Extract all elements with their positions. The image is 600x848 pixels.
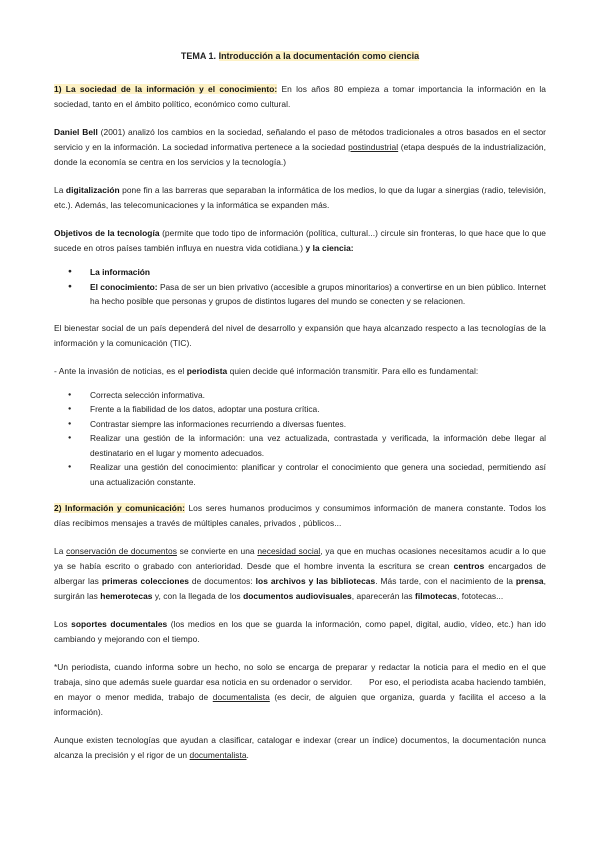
- paragraph-text: quien decide qué información transmitir. Para ello es fundamental:: [227, 365, 479, 376]
- paragraph-text: El bienestar social de un país dependerá del nivel de desarrollo y expansión que haya alcanzado respecto a las tecnologías de la información y la comunicación (TIC).: [54, 322, 546, 348]
- bold-text: soportes documentales: [71, 619, 168, 629]
- paragraph-informacion-comunicacion: [54, 501, 546, 531]
- paragraph-text: - Ante la invasión de noticias, es el: [54, 365, 187, 376]
- paragraph-text: (los medios en los que se guarda la información, como papel, digital, audio, vídeo, etc.) han ido cambiando y mejorando con el tiempo.: [54, 619, 547, 644]
- paragraph-sociedad-informacion: [54, 82, 546, 112]
- bold-text: La información: [90, 267, 151, 277]
- paragraph-text: , surgirán las: [54, 576, 547, 601]
- objectives-list: [54, 265, 546, 309]
- paragraph-text: La: [54, 546, 67, 556]
- paragraph-text: .: [246, 750, 249, 760]
- bold-text: primeras colecciones: [101, 576, 189, 586]
- bold-text: los archivos y las bibliotecas: [255, 576, 376, 586]
- section-2-heading: 2) Información y comunicación:: [54, 503, 185, 513]
- bold-text: prensa: [515, 576, 544, 586]
- paragraph-conservacion: [54, 544, 546, 604]
- bold-text: y la ciencia:: [305, 243, 354, 253]
- paragraph-text: *Un periodista, cuando informa sobre un hecho, no solo se encarga de preparar y redactar la noticia para el medio en el que trabaja, sino que además suele guardar esa noticia en su ordenador o servidor. Por eso, el periodista acaba haciendo también, en mayor o menor medida, trabajo de: [54, 662, 549, 702]
- list-item-text: Pasa de ser un bien privativo (accesible a grupos minoritarios) a convertirse en un bien público. Internet ha hecho posible que personas y grupos de distintos lugares del mundo se conecten y se relacionen.: [90, 281, 546, 306]
- list-item: ● Frente a la fiabilidad de los datos, adoptar una postura crítica.: [90, 402, 546, 417]
- paragraph-periodista: [54, 364, 546, 379]
- paragraph-text: La: [54, 185, 66, 195]
- paragraph-text: y, con la llegada de los: [152, 591, 244, 601]
- list-item: ● Realizar una gestión de la información: una vez actualizada, contrastada y verificada, la información debe llegar al destinatario en el lugar y momento adecuados.: [90, 431, 546, 460]
- bold-text: centros: [453, 561, 485, 571]
- fundamentals-list: [54, 388, 546, 490]
- underlined-text: necesidad social: [257, 546, 321, 556]
- list-item: [90, 265, 546, 280]
- paragraph-text: Los seres humanos producimos y consumimos información de manera constante. Todos los días recibimos mensajes a través de múltiples canales, privados , públicos...: [54, 503, 546, 528]
- paragraph-text: (etapa después de la industrialización, donde la economía se centra en los servicios y la tecnología.): [54, 142, 546, 167]
- paragraph-text: encargados de albergar las: [54, 561, 547, 586]
- bold-text: hemerotecas: [100, 591, 153, 601]
- paragraph-text: En los años 80 empieza a tomar importancia la información en la sociedad, tanto en el ámbito político, económico como cultural.: [54, 84, 547, 109]
- paragraph-text: (2001) analizó los cambios en la sociedad, señalando el paso de métodos tradicionales a otros basados en el sector servicio y en la información. La sociedad informativa pertenece a la sociedad: [54, 127, 547, 152]
- underlined-text: conservación de documentos: [66, 546, 177, 556]
- paragraph-text: Aunque existen tecnologías que ayudan a clasificar, catalogar e indexar (crear un índice) documentos, la documentación nunca alcanza la precisión y el rigor de un: [54, 735, 546, 760]
- paragraph-text: , fototecas...: [456, 591, 504, 601]
- paragraph-text: se convierte en una: [176, 546, 258, 556]
- title-highlight: Introducción a la documentación como ciencia: [218, 51, 420, 61]
- bold-text: Objetivos de la tecnología: [54, 228, 160, 238]
- paragraph-tecnologias: [54, 733, 546, 763]
- section-1-heading: 1) La sociedad de la información y el conocimiento:: [54, 84, 278, 94]
- paragraph-text: Los: [54, 619, 72, 629]
- bold-text: digitalización: [65, 185, 120, 195]
- list-item: [90, 280, 546, 309]
- list-item: ● Realizar una gestión del conocimiento: planificar y controlar el conocimiento que genera una sociedad, permitiendo así una actualización constante.: [90, 460, 546, 489]
- bold-text: Daniel Bell: [54, 127, 98, 137]
- paragraph-bienestar: [54, 321, 546, 351]
- bold-text: filmotecas: [415, 591, 457, 601]
- paragraph-digitalizacion: [54, 183, 546, 213]
- underlined-text: documentalista: [212, 692, 270, 702]
- page-title: [54, 50, 546, 62]
- list-item: ● Contrastar siempre las informaciones recurriendo a diversas fuentes.: [90, 417, 546, 432]
- paragraph-text: de documentos:: [189, 576, 256, 586]
- paragraph-text: (es decir, de alguien que organiza, guarda y facilita el acceso a la información).: [54, 692, 546, 717]
- paragraph-text: pone fin a las barreras que separaban la informática de los medios, lo que da lugar a sinergias (radio, televisión, etc.). Además, las telecomunicaciones y la informática se expanden más.: [54, 185, 547, 210]
- paragraph-daniel-bell: [54, 125, 546, 170]
- underlined-text: postindustrial: [348, 142, 399, 152]
- bold-text: periodista: [186, 365, 228, 376]
- bold-text: documentos audiovisuales: [243, 591, 352, 601]
- paragraph-text: , ya que en muchas ocasiones necesitamos acudir a lo que ya se había escrito o grabado con anterioridad. Desde que el hombre inventa la escritura se crean: [54, 546, 546, 571]
- list-item: ● Correcta selección informativa.: [90, 388, 546, 403]
- bold-text: El conocimiento:: [90, 281, 158, 292]
- paragraph-periodista-documentalista: [54, 660, 549, 720]
- paragraph-soportes: [54, 617, 546, 647]
- underlined-text: documentalista: [189, 750, 247, 760]
- paragraph-text: (permite que todo tipo de información (política, cultural...) circule sin fronteras, lo que hace que lo que sucede en otros países también influya en nuestra vida cotidiana.): [54, 228, 546, 253]
- document-page: [54, 50, 549, 776]
- paragraph-text: . Más tarde, con el nacimiento de la: [375, 576, 516, 586]
- title-prefix: TEMA 1.: [180, 51, 219, 61]
- paragraph-text: , aparecerán las: [351, 591, 416, 601]
- paragraph-objetivos: [54, 226, 546, 256]
